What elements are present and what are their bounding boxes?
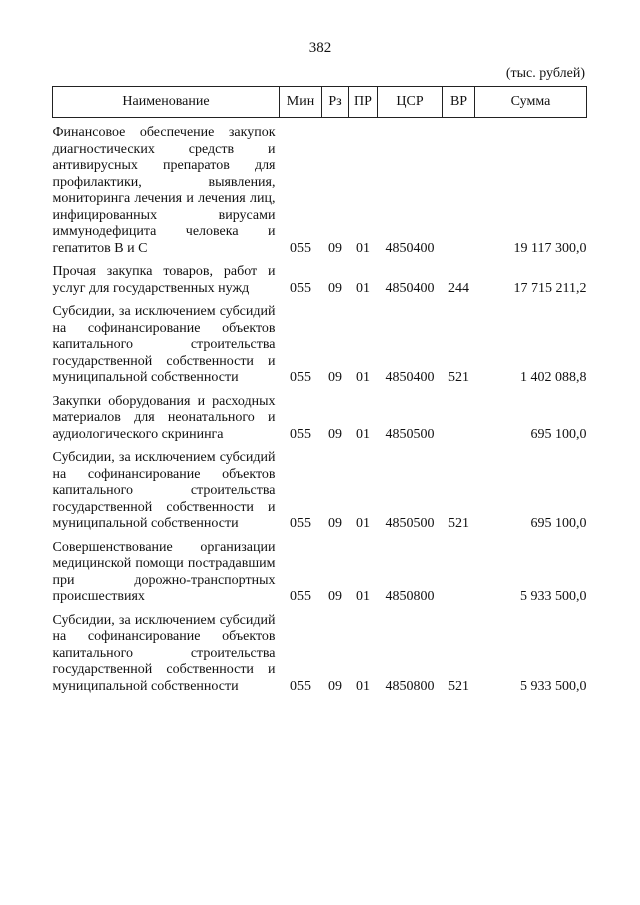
row-name: Прочая закупка товаров, работ и услуг для государственных нужд — [52, 264, 276, 296]
row-name: Субсидии, за исключением субсидий на софинансирование объектов капитального строительства государственной собственности и муниципальной собственности — [52, 304, 276, 385]
row-vr: 521 — [448, 516, 469, 531]
table-row — [53, 613, 587, 696]
row-rz: 09 — [328, 426, 342, 442]
row-vr — [443, 540, 475, 606]
row-rz: 09 — [328, 240, 342, 256]
row-min: 055 — [290, 516, 311, 531]
row-pr: 01 — [356, 516, 370, 531]
row-pr: 01 — [356, 426, 370, 442]
header-pr: ПР — [349, 87, 378, 118]
row-name: Субсидии, за исключением субсидий на софинансирование объектов капитального строительства государственной собственности и муниципальной собственности — [52, 612, 276, 694]
units-note: (тыс. рублей) — [505, 66, 585, 81]
row-min: 055 — [290, 589, 311, 604]
row-csr: 4850800 — [385, 589, 435, 604]
row-name: Совершенствование организации медицинской помощи пострадавшим при дорожно-транспортных происшествиях — [52, 539, 276, 604]
row-sum: 1 402 088,8 — [520, 370, 587, 385]
row-sum: 5 933 500,0 — [520, 589, 587, 604]
row-min: 055 — [290, 240, 311, 256]
row-name: Финансовое обеспечение закупок диагностических средств и антивирусных препаратов для профилактики, выявления, мониторинга лечения и лечения лиц, инфицированных вирусами иммунодефицита человека и гепатитов B и C — [52, 125, 276, 256]
row-vr: 521 — [448, 370, 469, 385]
table-header-row — [53, 87, 587, 118]
row-csr: 4850400 — [385, 240, 435, 256]
row-rz: 09 — [328, 280, 342, 296]
table-row — [53, 394, 587, 444]
row-sum: 19 117 300,0 — [513, 240, 587, 256]
row-min: 055 — [290, 280, 311, 296]
page-number: 382 — [308, 40, 332, 56]
row-sum: 695 100,0 — [530, 516, 587, 531]
row-rz: 09 — [328, 678, 342, 694]
row-sum: 17 715 211,2 — [513, 280, 587, 296]
row-csr: 4850800 — [385, 678, 435, 694]
table-row — [53, 304, 587, 387]
table-row — [53, 125, 587, 257]
table-row — [53, 540, 587, 606]
header-csr: ЦСР — [378, 87, 443, 118]
row-pr: 01 — [356, 240, 370, 256]
header-sum: Сумма — [475, 87, 587, 118]
row-csr: 4850500 — [385, 516, 435, 531]
row-pr: 01 — [356, 589, 370, 604]
row-rz: 09 — [328, 516, 342, 531]
header-min: Мин — [280, 87, 322, 118]
row-vr — [443, 394, 475, 444]
row-vr: 244 — [448, 280, 469, 296]
row-name: Закупки оборудования и расходных материалов для неонатального и аудиологического скрининга — [52, 393, 276, 442]
header-name: Наименование — [53, 87, 280, 118]
row-vr: 521 — [448, 678, 469, 694]
row-sum: 695 100,0 — [530, 426, 587, 442]
row-min: 055 — [290, 426, 311, 442]
row-name: Субсидии, за исключением субсидий на софинансирование объектов капитального строительства государственной собственности и муниципальной собственности — [52, 450, 276, 531]
row-rz: 09 — [328, 370, 342, 385]
row-pr: 01 — [356, 678, 370, 694]
row-min: 055 — [290, 678, 311, 694]
header-rz: Рз — [322, 87, 349, 118]
row-csr: 4850400 — [385, 280, 435, 296]
row-csr: 4850500 — [385, 426, 435, 442]
row-min: 055 — [290, 370, 311, 385]
row-vr — [443, 125, 475, 257]
row-pr: 01 — [356, 370, 370, 385]
table-row — [53, 450, 587, 533]
row-sum: 5 933 500,0 — [520, 678, 587, 694]
table-row — [53, 264, 587, 297]
row-pr: 01 — [356, 280, 370, 296]
header-vr: ВР — [443, 87, 475, 118]
budget-table — [52, 86, 587, 695]
row-csr: 4850400 — [385, 370, 435, 385]
row-rz: 09 — [328, 589, 342, 604]
